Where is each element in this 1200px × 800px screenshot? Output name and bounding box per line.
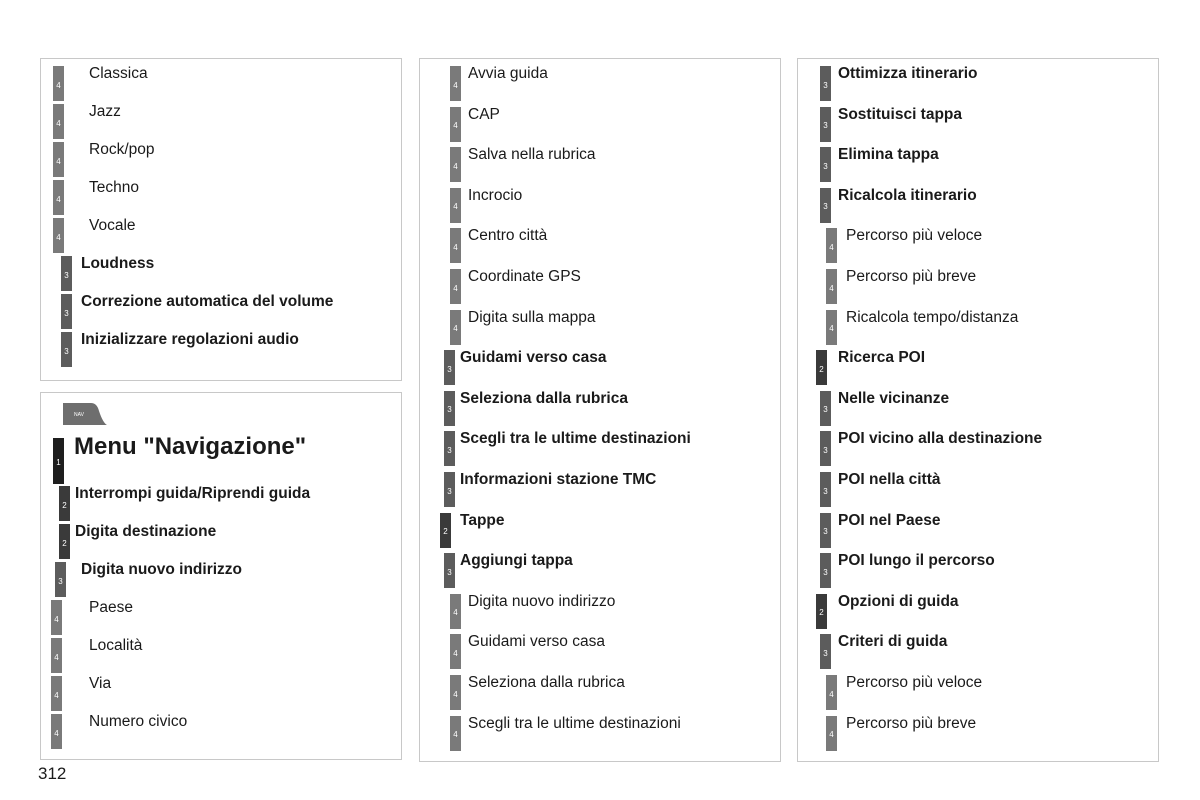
level-3-tab: 3 bbox=[820, 634, 831, 669]
menu-item-label: POI vicino alla destinazione bbox=[838, 430, 1043, 448]
menu-item-label: Guidami verso casa bbox=[468, 633, 605, 651]
menu-item-label: Ricerca POI bbox=[838, 349, 926, 367]
level-4-tab: 4 bbox=[826, 675, 837, 710]
menu-title: Menu "Navigazione" bbox=[74, 433, 307, 460]
menu-item-label: Digita nuovo indirizzo bbox=[81, 561, 243, 578]
menu-item-label: Interrompi guida/Riprendi guida bbox=[75, 485, 311, 502]
menu-item[interactable] bbox=[798, 181, 1158, 219]
level-3-tab: 3 bbox=[820, 472, 831, 507]
menu-item-label: Avvia guida bbox=[468, 65, 548, 82]
level-3-tab: 3 bbox=[444, 472, 455, 507]
menu-item-label: Numero civico bbox=[89, 713, 188, 730]
menu-item-label: Ricalcola tempo/distanza bbox=[846, 308, 1019, 326]
menu-item[interactable] bbox=[41, 173, 401, 211]
menu-item-label: Salva nella rubrica bbox=[468, 146, 596, 164]
menu-item[interactable] bbox=[41, 555, 401, 593]
menu-item-label: Ricalcola itinerario bbox=[838, 186, 977, 204]
menu-item[interactable] bbox=[420, 506, 780, 544]
menu-item-label: Digita destinazione bbox=[75, 523, 217, 540]
level-4-tab: 4 bbox=[450, 310, 461, 345]
page-number: 312 bbox=[38, 764, 67, 783]
menu-item-label: Percorso più breve bbox=[846, 268, 977, 285]
menu-item[interactable] bbox=[41, 287, 401, 325]
menu-item-label: Scegli tra le ultime destinazioni bbox=[468, 714, 681, 732]
menu-item-label: Coordinate GPS bbox=[468, 268, 581, 285]
menu-item[interactable] bbox=[420, 181, 780, 219]
menu-item[interactable] bbox=[420, 262, 780, 300]
level-3-tab: 3 bbox=[444, 350, 455, 385]
menu-item-label: POI lungo il percorso bbox=[838, 552, 995, 570]
menu-item[interactable] bbox=[798, 221, 1158, 259]
level-3-tab: 3 bbox=[820, 431, 831, 466]
level-4-tab: 4 bbox=[53, 142, 64, 177]
menu-item[interactable] bbox=[420, 59, 780, 97]
menu-item[interactable] bbox=[798, 140, 1158, 178]
level-3-tab: 3 bbox=[444, 431, 455, 466]
level-4-tab: 4 bbox=[826, 310, 837, 345]
level-2-tab: 2 bbox=[816, 594, 827, 629]
menu-item[interactable] bbox=[420, 424, 780, 462]
menu-item[interactable] bbox=[798, 384, 1158, 422]
menu-item-label: Inizializzare regolazioni audio bbox=[81, 331, 299, 348]
level-4-tab: 4 bbox=[51, 714, 62, 749]
level-4-tab: 4 bbox=[450, 228, 461, 263]
menu-item-label: Percorso più veloce bbox=[846, 227, 983, 245]
menu-item[interactable] bbox=[420, 303, 780, 341]
menu-title-row bbox=[41, 431, 401, 485]
level-4-tab: 4 bbox=[450, 107, 461, 142]
menu-item-label: Paese bbox=[89, 599, 133, 616]
menu-item[interactable] bbox=[420, 668, 780, 706]
level-3-tab: 3 bbox=[820, 107, 831, 142]
level-2-tab: 2 bbox=[59, 486, 70, 521]
level-4-tab: 4 bbox=[826, 269, 837, 304]
menu-item[interactable] bbox=[41, 135, 401, 173]
level-2-tab: 2 bbox=[816, 350, 827, 385]
level-4-tab: 4 bbox=[450, 147, 461, 182]
menu-item[interactable] bbox=[420, 587, 780, 625]
level-3-tab: 3 bbox=[820, 391, 831, 426]
menu-item[interactable] bbox=[420, 627, 780, 665]
level-4-tab: 4 bbox=[450, 675, 461, 710]
menu-item-label: Percorso più breve bbox=[846, 714, 977, 732]
menu-item[interactable] bbox=[420, 140, 780, 178]
menu-item-label: Tappe bbox=[460, 511, 505, 529]
menu-item-label: Correzione automatica del volume bbox=[81, 293, 334, 310]
menu-item-label: Seleziona dalla rubrica bbox=[460, 389, 628, 407]
level-4-tab: 4 bbox=[450, 634, 461, 669]
level-1-tab: 1 bbox=[53, 438, 64, 484]
menu-item-label: Criteri di guida bbox=[838, 633, 948, 651]
menu-item[interactable] bbox=[41, 59, 401, 97]
menu-item-label: Sostituisci tappa bbox=[838, 105, 963, 123]
menu-item[interactable] bbox=[798, 343, 1158, 381]
menu-item[interactable] bbox=[41, 631, 401, 669]
menu-item-label: Percorso più veloce bbox=[846, 674, 983, 691]
level-4-tab: 4 bbox=[53, 218, 64, 253]
level-3-tab: 3 bbox=[820, 513, 831, 548]
menu-item[interactable] bbox=[420, 343, 780, 381]
menu-item[interactable] bbox=[41, 669, 401, 707]
menu-item-label: Elimina tappa bbox=[838, 146, 939, 164]
right-menu-panel bbox=[797, 58, 1159, 762]
menu-item[interactable] bbox=[420, 384, 780, 422]
menu-item[interactable] bbox=[798, 100, 1158, 138]
menu-item-label: Via bbox=[89, 675, 112, 692]
menu-item-label: Nelle vicinanze bbox=[838, 389, 950, 407]
menu-item[interactable] bbox=[41, 517, 401, 555]
level-2-tab: 2 bbox=[59, 524, 70, 559]
menu-item[interactable] bbox=[41, 97, 401, 135]
menu-item-label: Digita nuovo indirizzo bbox=[468, 592, 616, 610]
menu-item[interactable] bbox=[798, 506, 1158, 544]
menu-item[interactable] bbox=[420, 100, 780, 138]
menu-item[interactable] bbox=[798, 709, 1158, 747]
menu-item[interactable] bbox=[41, 479, 401, 517]
level-4-tab: 4 bbox=[450, 594, 461, 629]
level-3-tab: 3 bbox=[444, 553, 455, 588]
menu-item[interactable] bbox=[798, 262, 1158, 300]
menu-item-label: Jazz bbox=[89, 103, 121, 120]
menu-item-label: Digita sulla mappa bbox=[468, 308, 596, 326]
menu-item-label: POI nel Paese bbox=[838, 511, 941, 529]
level-4-tab: 4 bbox=[53, 66, 64, 101]
level-4-tab: 4 bbox=[53, 180, 64, 215]
menu-item[interactable] bbox=[41, 249, 401, 287]
menu-item[interactable] bbox=[798, 59, 1158, 97]
level-4-tab: 4 bbox=[450, 716, 461, 751]
level-4-tab: 4 bbox=[450, 269, 461, 304]
menu-item[interactable] bbox=[41, 211, 401, 249]
level-4-tab: 4 bbox=[53, 104, 64, 139]
menu-item[interactable] bbox=[41, 707, 401, 745]
level-3-tab: 3 bbox=[61, 256, 72, 291]
level-4-tab: 4 bbox=[450, 188, 461, 223]
menu-item-label: Techno bbox=[89, 179, 139, 196]
level-3-tab: 3 bbox=[55, 562, 66, 597]
menu-item[interactable] bbox=[41, 593, 401, 631]
menu-item-label: Rock/pop bbox=[89, 141, 155, 158]
level-3-tab: 3 bbox=[444, 391, 455, 426]
level-3-tab: 3 bbox=[820, 66, 831, 101]
menu-item[interactable] bbox=[798, 465, 1158, 503]
menu-item[interactable] bbox=[798, 627, 1158, 665]
level-4-tab: 4 bbox=[51, 638, 62, 673]
level-4-tab: 4 bbox=[826, 716, 837, 751]
level-3-tab: 3 bbox=[61, 294, 72, 329]
menu-item-label: Opzioni di guida bbox=[838, 592, 959, 610]
menu-item-label: Guidami verso casa bbox=[460, 349, 607, 367]
menu-item-label: CAP bbox=[468, 105, 500, 123]
menu-item[interactable] bbox=[420, 221, 780, 259]
audio-menu-panel bbox=[40, 58, 402, 381]
menu-item-label: Seleziona dalla rubrica bbox=[468, 674, 625, 691]
level-2-tab: 2 bbox=[440, 513, 451, 548]
menu-item[interactable] bbox=[420, 465, 780, 503]
menu-item-label: Loudness bbox=[81, 255, 155, 272]
level-3-tab: 3 bbox=[820, 147, 831, 182]
svg-text:NAV: NAV bbox=[74, 412, 84, 418]
level-4-tab: 4 bbox=[450, 66, 461, 101]
level-3-tab: 3 bbox=[820, 188, 831, 223]
menu-item-label: Scegli tra le ultime destinazioni bbox=[460, 430, 691, 448]
nav-badge-icon bbox=[63, 403, 107, 425]
middle-menu-panel bbox=[419, 58, 781, 762]
menu-item-label: Vocale bbox=[89, 217, 136, 234]
menu-item[interactable] bbox=[798, 303, 1158, 341]
level-4-tab: 4 bbox=[51, 676, 62, 711]
menu-item-label: Informazioni stazione TMC bbox=[460, 471, 657, 488]
menu-item-label: Località bbox=[89, 637, 143, 654]
menu-item-label: Classica bbox=[89, 65, 148, 82]
menu-item[interactable] bbox=[420, 709, 780, 747]
menu-item[interactable] bbox=[41, 325, 401, 363]
level-3-tab: 3 bbox=[61, 332, 72, 367]
navigation-menu-panel bbox=[40, 392, 402, 760]
menu-item-label: Aggiungi tappa bbox=[460, 552, 573, 570]
level-4-tab: 4 bbox=[51, 600, 62, 635]
menu-item-label: POI nella città bbox=[838, 471, 941, 488]
menu-item[interactable] bbox=[798, 546, 1158, 584]
menu-item[interactable] bbox=[798, 424, 1158, 462]
level-3-tab: 3 bbox=[820, 553, 831, 588]
menu-item-label: Incrocio bbox=[468, 186, 523, 204]
menu-item-label: Ottimizza itinerario bbox=[838, 65, 978, 82]
level-4-tab: 4 bbox=[826, 228, 837, 263]
menu-item[interactable] bbox=[798, 587, 1158, 625]
menu-item-label: Centro città bbox=[468, 227, 548, 245]
menu-item[interactable] bbox=[798, 668, 1158, 706]
menu-item[interactable] bbox=[420, 546, 780, 584]
